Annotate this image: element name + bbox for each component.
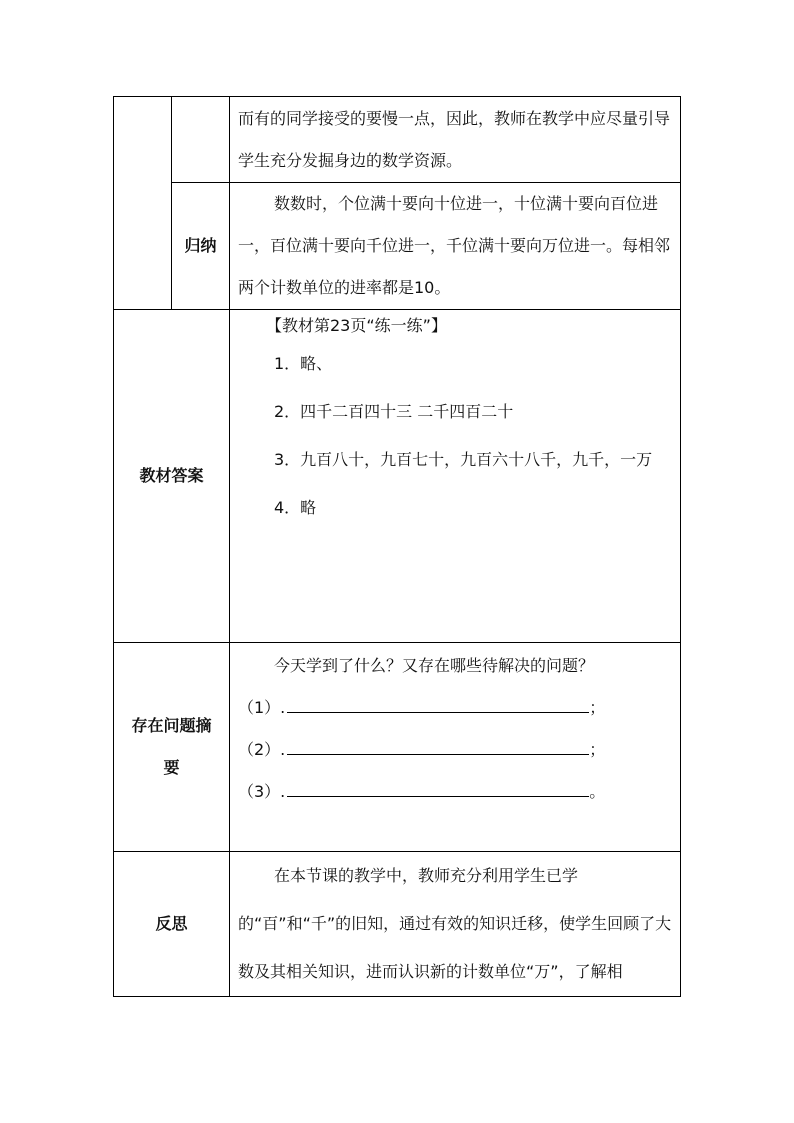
textbook-answers-row — [114, 310, 681, 643]
blank-underline[interactable] — [287, 694, 589, 713]
blank-number: （1）. — [238, 698, 286, 717]
summary-text: 数数时，个位满十要向十位进一，十位满十要向百位进一，百位满十要向千位进一，千位满十要向万位进一。每相邻两个计数单位的进率都是10。 — [238, 194, 671, 297]
blank-underline[interactable] — [287, 778, 589, 797]
merged-left-cell — [114, 97, 172, 310]
continuation-text: 而有的同学接受的要慢一点，因此，教师在教学中应尽量引导学生充分发掘身边的数学资源。 — [238, 108, 671, 170]
blank-number: （3）. — [238, 782, 286, 801]
reflection-label-cell — [114, 852, 230, 997]
reflection-row — [114, 852, 681, 997]
lesson-plan-table — [113, 96, 681, 997]
blank-line-2[interactable] — [230, 729, 680, 771]
textbook-answers-heading: 【教材第23页“练一练”】 — [266, 316, 447, 335]
blank-end-mark: ； — [589, 698, 606, 717]
reflection-text: 在本节课的教学中，教师充分利用学生已学的“百”和“千”的旧知，通过有效的知识迁移，使学生回顾了大数及其相关知识，进而认识新的计数单位“万”，了解相 — [238, 866, 672, 981]
textbook-answers-label-cell — [114, 310, 230, 643]
summary-cell — [230, 183, 681, 310]
empty-label-cell — [172, 97, 230, 183]
problems-cell — [230, 643, 681, 852]
blank-end-mark: ； — [589, 740, 606, 759]
textbook-answers-cell — [230, 310, 681, 643]
reflection-label: 反思 — [155, 914, 188, 933]
blank-line-3[interactable] — [230, 771, 680, 813]
summary-label: 归纳 — [184, 236, 217, 255]
problems-label-cell — [114, 643, 230, 852]
answer-item: 3．九百八十，九百七十，九百六十八千，九千，一万 — [274, 450, 653, 469]
problems-row — [114, 643, 681, 852]
problems-label: 存在问题摘要 — [131, 716, 212, 777]
blank-underline[interactable] — [287, 736, 589, 755]
answer-item: 1．略、 — [274, 354, 333, 373]
problems-prompt: 今天学到了什么？又存在哪些待解决的问题？ — [274, 656, 595, 675]
continuation-cell — [230, 97, 681, 183]
blank-end-mark: 。 — [589, 782, 606, 801]
continuation-row — [114, 97, 681, 183]
blank-number: （2）. — [238, 740, 286, 759]
summary-label-cell — [172, 183, 230, 310]
answer-item: 4．略 — [274, 498, 317, 517]
reflection-cell — [230, 852, 681, 997]
answer-item: 2．四千二百四十三 二千四百二十 — [274, 402, 514, 421]
summary-row — [114, 183, 681, 310]
blank-line-1[interactable] — [230, 687, 680, 729]
textbook-answers-label: 教材答案 — [139, 466, 204, 485]
